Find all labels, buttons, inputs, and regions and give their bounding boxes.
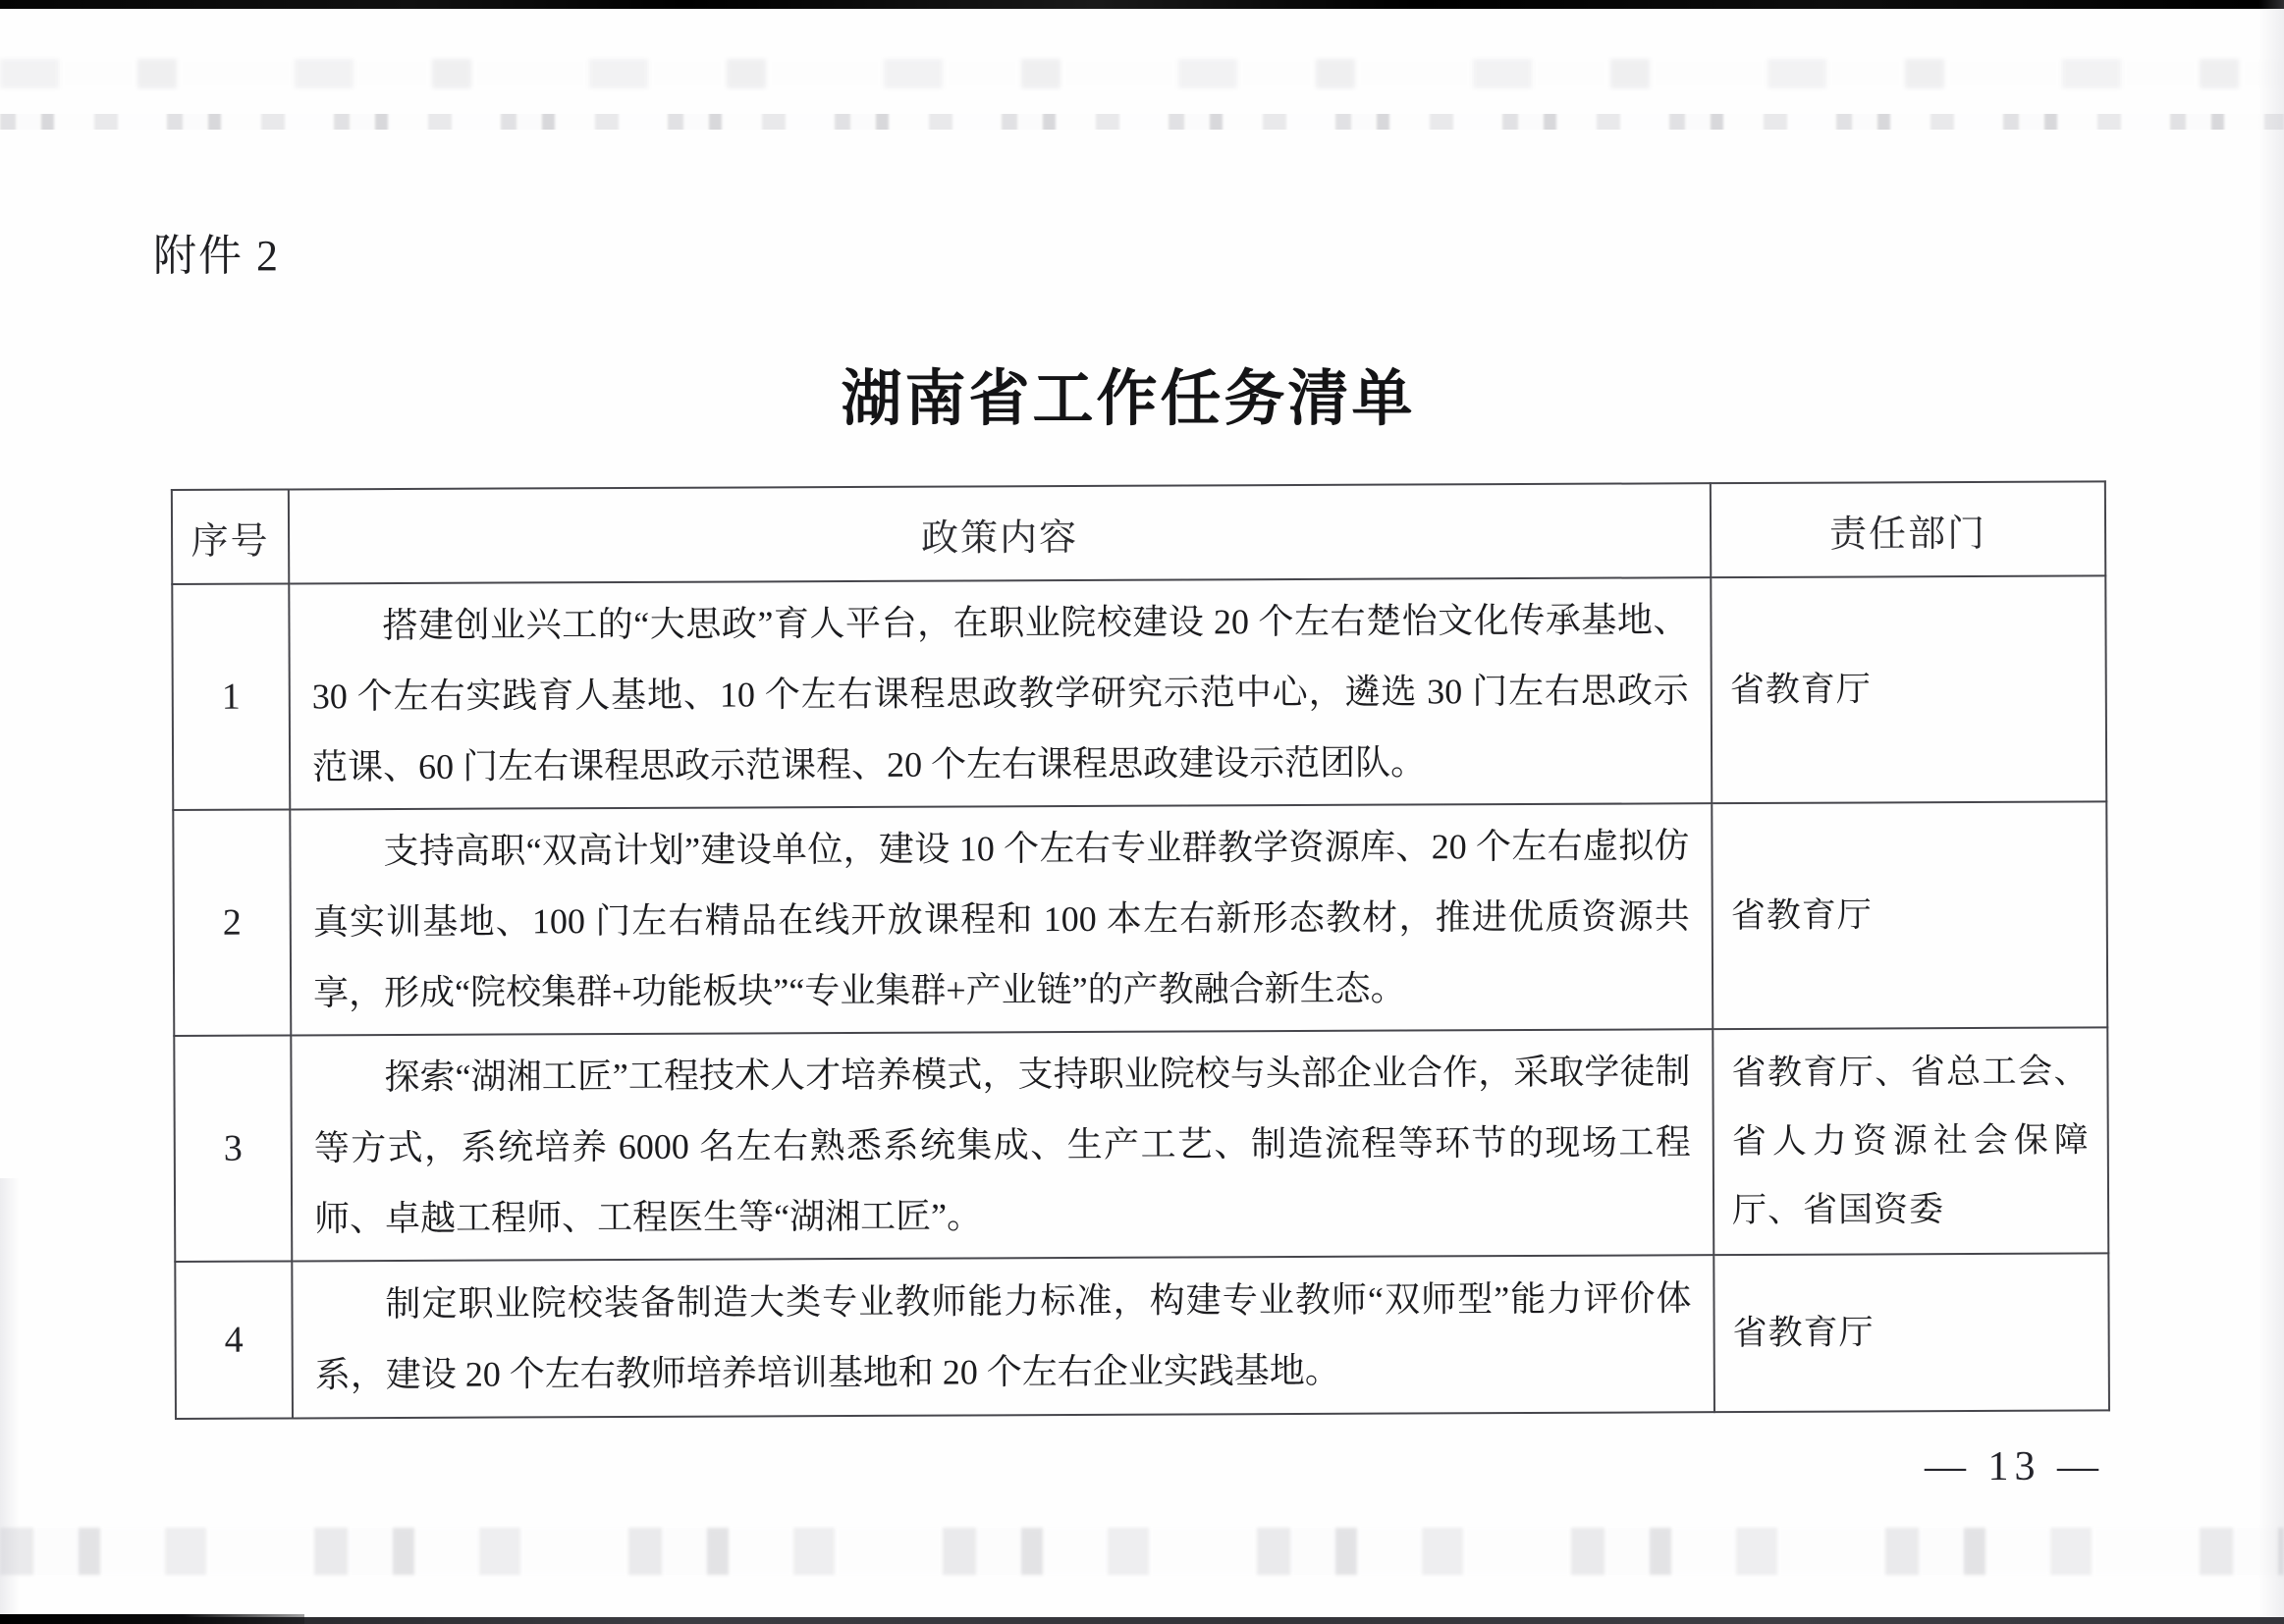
- table-header-row: [172, 481, 2105, 584]
- header-serial-number: 序号: [172, 489, 289, 584]
- document-title: 湖南省工作任务清单: [841, 366, 1416, 433]
- policy-content-cell: 搭建创业兴工的“大思政”育人平台，在职业院校建设 20 个左右楚怡文化传承基地、30 个左右实践育人基地、10 个左右课程思政教学研究示范中心，遴选 30 门左右思政示范课、60 门左右课程思政示范课程、20 个左右课程思政建设示范团队。: [289, 577, 1712, 809]
- policy-content-cell: 探索“湖湘工匠”工程技术人才培养模式，支持职业院校与头部企业合作，采取学徒制等方式，系统培养 6000 名左右熟悉系统集成、生产工艺、制造流程等环节的现场工程师、卓越工程师、工程医生等“湖湘工匠”。: [291, 1029, 1713, 1261]
- table-row: [172, 575, 2106, 810]
- department-cell: 省教育厅: [1711, 575, 2106, 803]
- row-index-cell: 3: [174, 1035, 292, 1262]
- scan-artifact-top-bar: [0, 0, 2284, 9]
- policy-content-cell: 制定职业院校装备制造大类专业教师能力标准，构建专业教师“双师型”能力评价体系，建设 20 个左右教师培养培训基地和 20 个左右企业实践基地。: [292, 1255, 1714, 1418]
- row-index-cell: 1: [172, 583, 290, 810]
- row-index-cell: 4: [175, 1261, 293, 1419]
- task-table-wrapper: [171, 480, 2108, 1420]
- department-cell: 省教育厅、省总工会、省人力资源社会保障厅、省国资委: [1713, 1027, 2108, 1255]
- header-responsible-department: 责任部门: [1711, 481, 2105, 577]
- department-cell: 省教育厅: [1713, 1253, 2109, 1412]
- scan-artifact-noise-band-top: [0, 96, 2284, 135]
- policy-content-cell: 支持高职“双高计划”建设单位，建设 10 个左右专业群教学资源库、20 个左右虚拟仿真实训基地、100 门左右精品在线开放课程和 100 本左右新形态教材，推进优质资源共享，形成“院校集群+功能板块”“专业集群+产业链”的产教融合新生态。: [290, 803, 1713, 1035]
- scan-artifact-right-edge: [2258, 0, 2284, 1624]
- header-policy-content: 政策内容: [289, 483, 1711, 583]
- task-table: [171, 480, 2110, 1420]
- row-index-cell: 2: [173, 809, 291, 1036]
- table-row: [174, 1027, 2108, 1262]
- attachment-label: 附件 2: [153, 232, 280, 280]
- page-number: — 13 —: [1925, 1444, 2104, 1489]
- scan-artifact-left-edge: [0, 1178, 20, 1624]
- scan-artifact-bottom-left-corner: [0, 1614, 304, 1624]
- scan-artifact-bottom-edge: [0, 1617, 2284, 1624]
- department-cell: 省教育厅: [1712, 801, 2107, 1029]
- scan-artifact-noise-band-upper: [0, 59, 2284, 88]
- table-row: [173, 801, 2107, 1036]
- table-row: [175, 1253, 2109, 1419]
- scan-artifact-noise-band-bottom: [0, 1528, 2284, 1575]
